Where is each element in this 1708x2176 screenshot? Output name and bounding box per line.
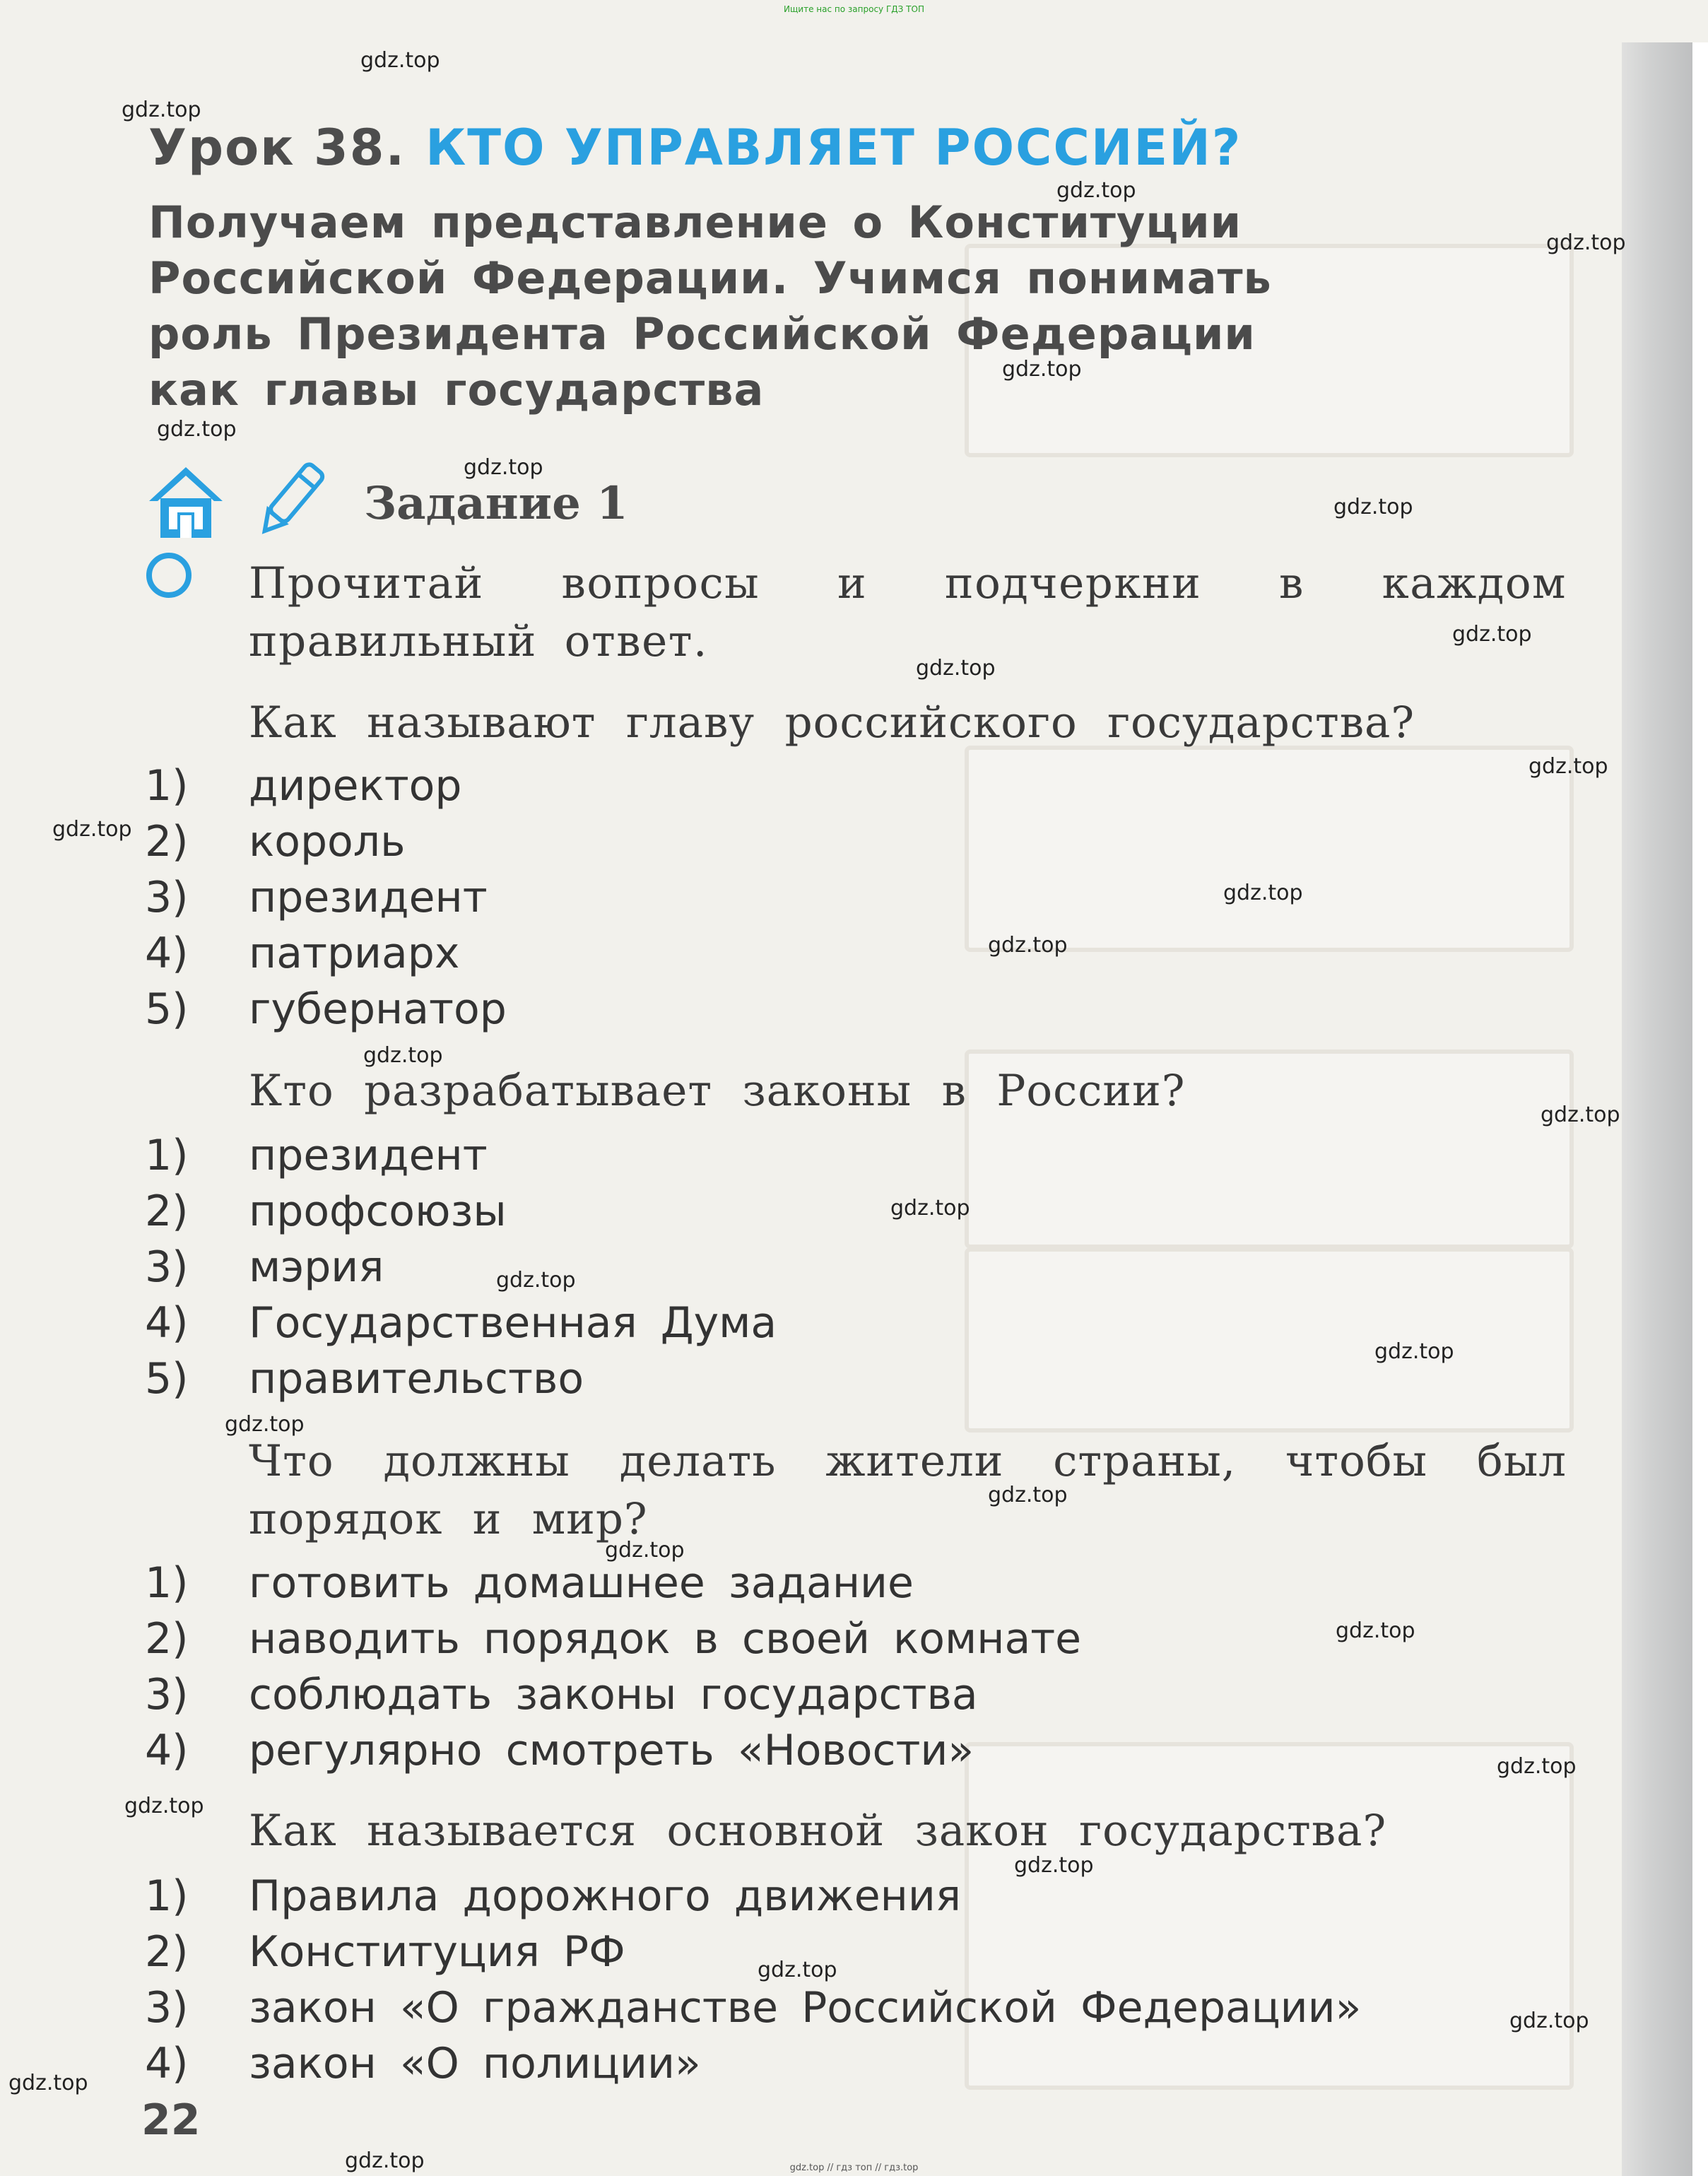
answer-list-3 [145,1555,1523,1778]
watermark: gdz.top [1546,230,1626,255]
answer-text: Правила дорожного движения [249,1871,961,1921]
answer-number: 5) [145,1353,189,1404]
answer-text: Государственная Дума [249,1298,777,1348]
answer-text: патриарх [249,928,460,978]
answer-number: 4) [145,2038,189,2088]
answer-text: регулярно смотреть «Новости» [249,1725,974,1775]
watermark: gdz.top [1056,178,1136,203]
watermark: gdz.top [122,98,201,122]
answer-text: соблюдать законы государства [249,1669,978,1719]
answer-text: президент [249,872,488,922]
watermark: gdz.top [1223,881,1303,905]
answer-option[interactable] [145,1555,1523,1611]
answer-text: наводить порядок в своей комнате [249,1613,1082,1664]
answer-text: Конституция РФ [249,1927,625,1977]
question-3: Что должны делать жители страны, чтобы был порядок и мир? [249,1436,1567,1544]
pen-write-icon [251,459,329,543]
watermark: gdz.top [464,455,543,480]
answer-number: 3) [145,1242,189,1292]
answer-number: 1) [145,1558,189,1608]
answer-number: 2) [145,1613,189,1664]
task-instruction: Прочитай вопросы и подчеркни в каждом правильный ответ. [249,558,1567,666]
watermark: gdz.top [1002,357,1082,382]
lesson-title: КТО УПРАВЛЯЕТ РОССИЕЙ? [425,119,1242,177]
watermark: gdz.top [1014,1853,1094,1878]
question-1: Как называют главу российского государства? [249,698,1415,748]
watermark: gdz.top [1374,1339,1454,1364]
watermark: gdz.top [157,417,237,442]
answer-text: закон «О гражданстве Российской Федерации» [249,1982,1362,2033]
watermark: gdz.top [52,817,132,842]
lesson-heading [148,119,1242,177]
watermark: gdz.top [345,2148,425,2173]
task-title: Задание 1 [364,477,628,530]
answer-option[interactable] [145,1666,1523,1722]
answer-option[interactable] [145,1722,1523,1778]
lesson-subtitle: Получаем представление о Конституции Российской Федерации. Учимся понимать роль Президента Российской Федерации как главы государства [148,196,1272,416]
answer-number: 1) [145,760,189,811]
answer-list-2 [145,1127,1523,1406]
answer-text: президент [249,1130,488,1180]
answer-text: профсоюзы [249,1186,507,1236]
answer-option[interactable] [145,1183,1523,1239]
answer-option[interactable] [145,813,1523,869]
answer-text: директор [249,760,462,811]
answer-option[interactable] [145,1239,1523,1295]
answer-number: 2) [145,1186,189,1236]
page-gutter-shadow [1622,42,1696,2176]
answer-option[interactable] [145,925,1523,981]
watermark: gdz.top [363,1043,443,1068]
answer-number: 4) [145,1298,189,1348]
watermark: gdz.top [988,933,1068,958]
answer-number: 1) [145,1871,189,1921]
watermark: gdz.top [1336,1618,1415,1643]
answer-option[interactable] [145,1127,1523,1183]
footer-note: gdz.top // гдз топ // гдз.top [789,2163,919,2173]
answer-number: 4) [145,1725,189,1775]
watermark: gdz.top [890,1196,970,1221]
answer-option[interactable] [145,2035,1523,2091]
answer-number: 1) [145,1130,189,1180]
answer-text: мэрия [249,1242,384,1292]
answer-text: готовить домашнее задание [249,1558,914,1608]
answer-text: король [249,816,406,866]
watermark: gdz.top [916,656,996,681]
watermark: gdz.top [1333,495,1413,519]
answer-list-1 [145,758,1523,1037]
circle-icon [145,551,193,599]
answer-option[interactable] [145,981,1523,1037]
question-2: Кто разрабатывает законы в России? [249,1066,1186,1116]
answer-text: закон «О полиции» [249,2038,701,2088]
answer-number: 3) [145,872,189,922]
answer-text: правительство [249,1353,584,1404]
watermark: gdz.top [1529,754,1608,779]
watermark: gdz.top [496,1268,576,1293]
answer-option[interactable] [145,869,1523,925]
watermark: gdz.top [1452,622,1532,647]
answer-option[interactable] [145,1611,1523,1666]
answer-number: 3) [145,1982,189,2033]
page-edge [1692,42,1708,2176]
watermark: gdz.top [1497,1754,1577,1779]
watermark: gdz.top [605,1538,685,1563]
page-number: 22 [141,2095,201,2145]
answer-option[interactable] [145,1980,1523,2035]
answer-number: 3) [145,1669,189,1719]
watermark: gdz.top [988,1483,1068,1507]
header-note: Ищите нас по запросу ГДЗ ТОП [784,4,924,14]
answer-number: 2) [145,1927,189,1977]
home-task-icon [145,463,227,541]
answer-option[interactable] [145,1295,1523,1351]
watermark: gdz.top [360,48,440,73]
watermark: gdz.top [1509,2009,1589,2033]
answer-number: 4) [145,928,189,978]
watermark: gdz.top [758,1958,837,1982]
watermark: gdz.top [1541,1102,1620,1127]
watermark: gdz.top [225,1412,305,1437]
watermark: gdz.top [8,2071,88,2095]
answer-number: 5) [145,984,189,1034]
answer-option[interactable] [145,758,1523,813]
answer-text: губернатор [249,984,507,1034]
answer-option[interactable] [145,1868,1523,1924]
answer-number: 2) [145,816,189,866]
answer-option[interactable] [145,1351,1523,1406]
watermark: gdz.top [124,1794,204,1818]
lesson-number: Урок 38. [148,119,406,177]
question-4: Как называется основной закон государства? [249,1806,1387,1856]
